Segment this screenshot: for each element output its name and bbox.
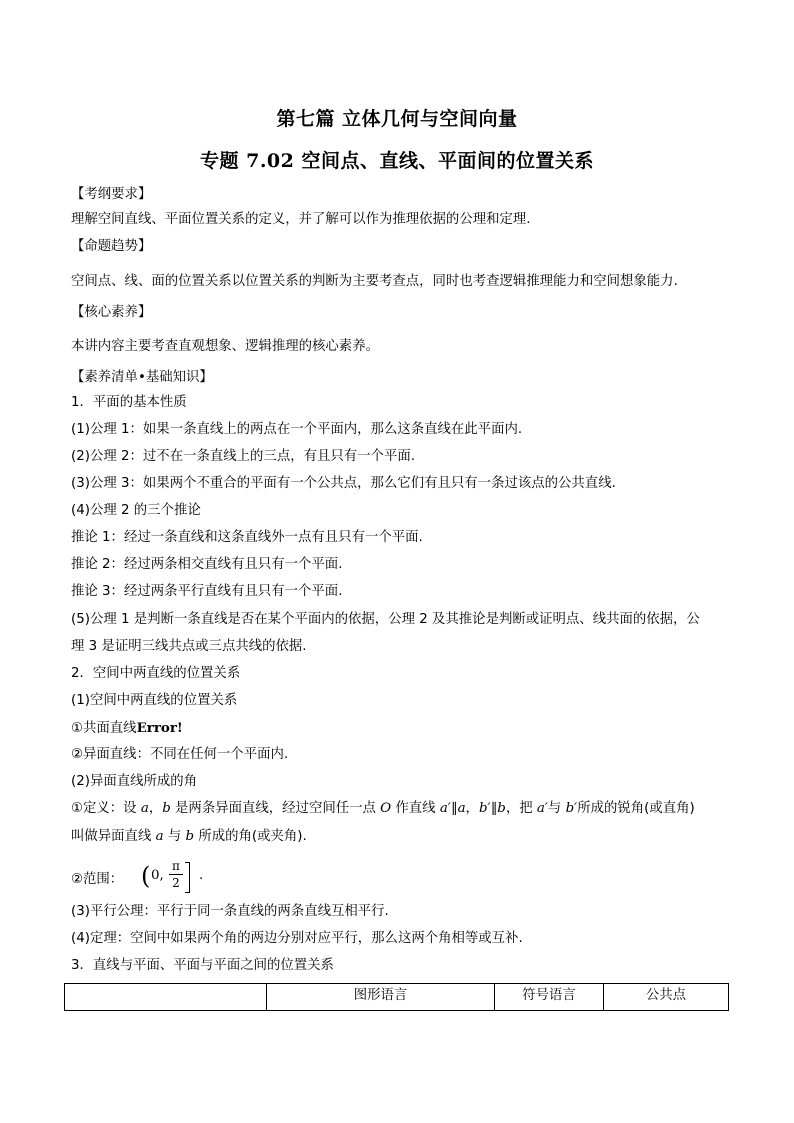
text: ， xyxy=(465,801,479,816)
section-2-sub-2: (2)异面直线所成的角 xyxy=(71,774,198,789)
note-line-2: 理 3 是证明三线共点或三点共线的依据. xyxy=(71,639,307,654)
range-label: ②范围： xyxy=(71,872,124,887)
pi-over-2-fraction xyxy=(169,859,183,890)
topic-title: 专题 7.02 空间点、直线、平面间的位置关系 xyxy=(199,150,594,172)
var-b: b xyxy=(497,801,506,816)
corollary-title: (4)公理 2 的三个推论 xyxy=(71,503,201,518)
var-b: b xyxy=(185,829,195,844)
open-paren: ( xyxy=(141,862,151,890)
section-2-title: 2．空间中两直线的位置关系 xyxy=(71,666,241,681)
section-1-title: 1．平面的基本性质 xyxy=(71,395,187,410)
text: 与 xyxy=(163,829,186,844)
range-period: . xyxy=(199,868,204,883)
angle-definition-line-2 xyxy=(71,828,734,846)
trend-heading: 【命题趋势】 xyxy=(71,239,152,254)
range-interval xyxy=(141,859,204,896)
coplanar-label: ①共面直线 xyxy=(71,721,137,736)
table-header-cell: 图形语言 xyxy=(267,984,495,1011)
fraction-bar xyxy=(169,874,183,875)
note-line-1: (5)公理 1 是判断一条直线是否在某个平面内的依据，公理 2 及其推论是判断或证明点、线共面的依据，公 xyxy=(71,612,700,627)
angle-theorem: (4)定理：空间中如果两个角的两边分别对应平行，那么这两个角相等或互补. xyxy=(71,931,523,946)
axiom-2: (2)公理 2：过不在一条直线上的三点，有且只有一个平面. xyxy=(71,449,415,464)
fraction-denominator: 2 xyxy=(172,876,180,890)
coplanar-error: Error! xyxy=(136,720,183,736)
corollary-1: 推论 1：经过一条直线和这条直线外一点有且只有一个平面. xyxy=(71,530,423,545)
text: ， xyxy=(148,801,163,816)
chapter-title: 第七篇 立体几何与空间向量 xyxy=(276,108,518,130)
requirements-heading: 【考纲要求】 xyxy=(71,187,152,202)
axiom-1: (1)公理 1：如果一条直线上的两点在一个平面内，那么这条直线在此平面内. xyxy=(71,422,523,437)
var-a: a xyxy=(140,801,149,816)
corollary-2: 推论 2：经过两条相交直线有且只有一个平面. xyxy=(71,557,343,572)
var-a-prime: a′ xyxy=(536,801,548,816)
section-3-title: 3．直线与平面、平面与平面之间的位置关系 xyxy=(71,958,334,973)
literacy-text: 本讲内容主要考查直观想象、逻辑推理的核心素养。 xyxy=(71,339,379,354)
parallel-symbol: ∥ xyxy=(490,801,498,816)
table-header-cell xyxy=(65,984,267,1011)
var-a: a xyxy=(457,801,466,816)
text: 与 xyxy=(547,801,566,816)
section-2-sub-1: (1)空间中两直线的位置关系 xyxy=(71,693,238,708)
text: 作直线 xyxy=(391,801,440,816)
var-a-prime: a′ xyxy=(439,801,451,816)
position-relation-table xyxy=(64,983,729,1011)
knowledge-heading: 【素养清单•基础知识】 xyxy=(71,370,213,385)
skew-definition: ②异面直线：不同在任何一个平面内. xyxy=(71,747,289,762)
var-b: b xyxy=(162,801,171,816)
text: ，把 xyxy=(505,801,537,816)
axiom-3: (3)公理 3：如果两个不重合的平面有一个公共点，那么它们有且只有一条过该点的公共直线. xyxy=(71,476,616,491)
coplanar-line xyxy=(71,719,734,738)
var-b-prime: b′ xyxy=(478,801,491,816)
requirements-text: 理解空间直线、平面位置关系的定义，并了解可以作为推理依据的公理和定理. xyxy=(71,212,531,227)
literacy-heading: 【核心素养】 xyxy=(71,305,152,320)
text: 是两条异面直线，经过空间任一点 xyxy=(170,801,381,816)
closed-bracket xyxy=(185,862,190,893)
fraction-numerator: π xyxy=(172,859,180,873)
var-b-prime: b′ xyxy=(565,801,578,816)
text: 所成的锐角(或直角) xyxy=(577,801,695,816)
angle-definition-line-1 xyxy=(71,800,734,818)
parallel-symbol: ∥ xyxy=(450,801,458,816)
parallel-axiom: (3)平行公理：平行于同一条直线的两条直线互相平行. xyxy=(71,904,389,919)
text: 叫做异面直线 xyxy=(71,829,156,844)
text: 所成的角(或夹角). xyxy=(194,829,307,844)
var-a: a xyxy=(155,829,164,844)
text: ①定义：设 xyxy=(71,801,141,816)
table-header-cell: 符号语言 xyxy=(495,984,604,1011)
table-header-cell: 公共点 xyxy=(604,984,729,1011)
table-header-row xyxy=(65,984,729,1011)
corollary-3: 推论 3：经过两条平行直线有且只有一个平面. xyxy=(71,584,343,599)
var-O: O xyxy=(380,801,392,816)
range-lower: 0, xyxy=(151,868,164,883)
trend-text: 空间点、线、面的位置关系以位置关系的判断为主要考查点，同时也考查逻辑推理能力和空间想象能力. xyxy=(71,274,678,289)
